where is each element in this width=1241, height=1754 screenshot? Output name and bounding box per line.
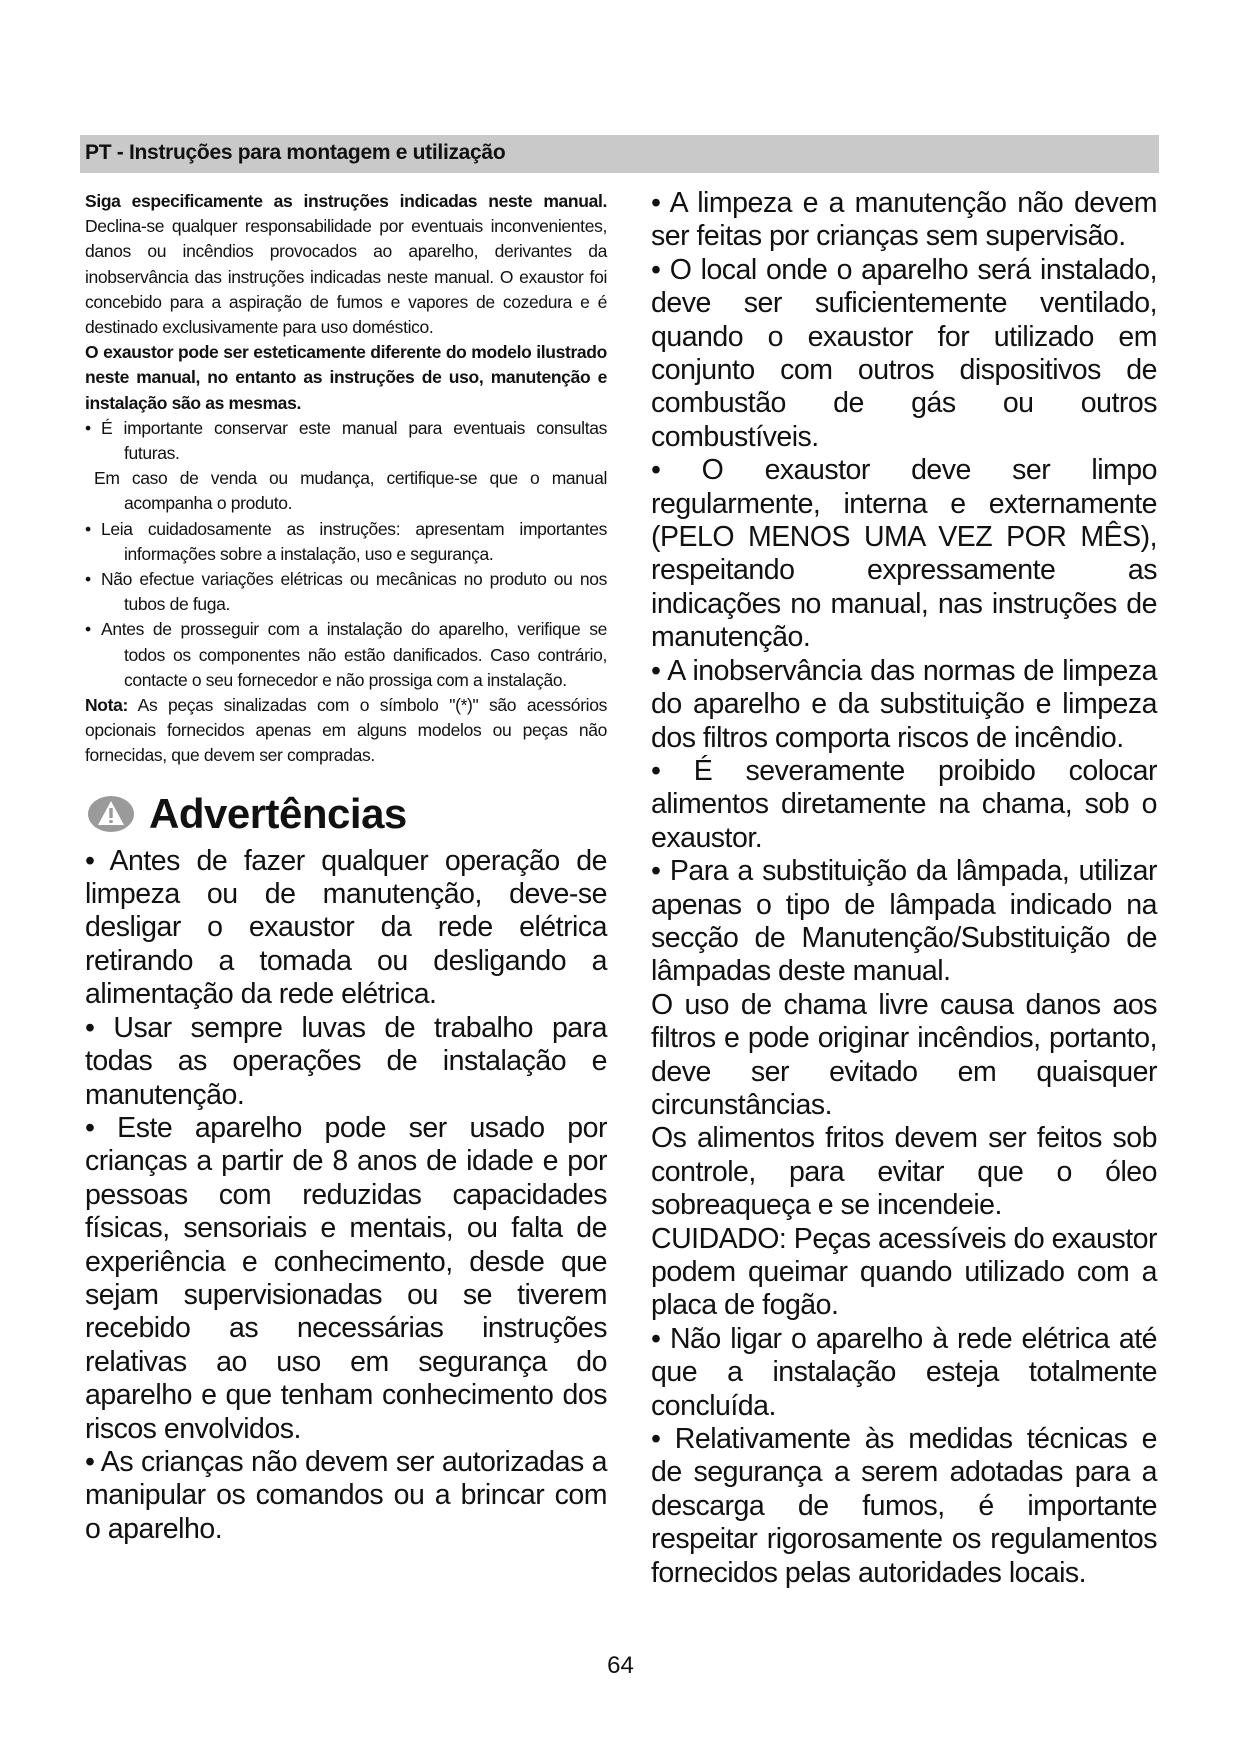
- warning-left-3: • Este aparelho pode ser usado por crianças a partir de 8 anos de idade e por pessoas com reduzidas capacidades físicas, sensoriais e mentais, ou falta de experiência e conhecimento, desde que sejam supervisionadas ou se tiverem recebido as necessárias instruções relativas ao uso em segurança do aparelho e que tenham conhecimento dos riscos envolvidos.: [85, 1111, 607, 1445]
- warning-icon: [87, 795, 135, 833]
- intro-bullet-text: É importante conservar este manual para eventuais consultas futuras.: [101, 417, 607, 464]
- warning-right-10: • Não ligar o aparelho à rede elétrica até que a instalação esteja totalmente concluída.: [651, 1322, 1157, 1422]
- intro-bullet-1: [85, 416, 607, 466]
- warning-left-4: • As crianças não devem ser autorizadas a manipular os comandos ou a brincar com o aparelho.: [85, 1445, 607, 1545]
- nota-text: As peças sinalizadas com o símbolo "(*)" são acessórios opcionais fornecidos apenas em alguns modelos ou peças não fornecidas, que devem ser compradas.: [85, 695, 607, 766]
- intro-text: [85, 189, 607, 769]
- warning-left-2: • Usar sempre luvas de trabalho para todas as operações de instalação e manutenção.: [85, 1011, 607, 1111]
- right-column: [651, 187, 1157, 1590]
- bullet-glyph: •: [85, 417, 91, 438]
- nota-paragraph: [85, 693, 607, 769]
- intro-bullet-3: [85, 517, 607, 567]
- intro-rest-1: Declina-se qualquer responsabilidade por eventuais inconvenientes, danos ou incêndios provocados ao aparelho, derivantes da inobservância das instruções indicadas neste manual. O exaustor foi concebido para a aspiração de fumos e vapores de cozedura e é destinado exclusivamente para uso doméstico.: [85, 216, 607, 338]
- warning-right-11: • Relativamente às medidas técnicas e de segurança a serem adotadas para a descarga de fumos, é importante respeitar rigorosamente os regulamentos fornecidos pelas autoridades locais.: [651, 1423, 1157, 1589]
- bullet-glyph: •: [85, 619, 91, 640]
- nota-label: Nota:: [85, 695, 128, 716]
- warnings-left-text: [85, 845, 607, 1547]
- warning-left-1: • Antes de fazer qualquer operação de limpeza ou de manutenção, deve-se desligar o exaustor da rede elétrica retirando a tomada ou desligando a alimentação da rede elétrica.: [85, 844, 607, 1011]
- intro-paragraph-2: O exaustor pode ser esteticamente diferente do modelo ilustrado neste manual, no entanto as instruções de uso, manutenção e instalação são as mesmas.: [85, 342, 607, 413]
- bullet-glyph: •: [85, 569, 91, 590]
- warning-right-9: CUIDADO: Peças acessíveis do exaustor podem queimar quando utilizado com a placa de fogão.: [651, 1222, 1157, 1322]
- intro-bullet-5: [85, 617, 607, 693]
- warning-right-1: • A limpeza e a manutenção não devem ser feitas por crianças sem supervisão.: [651, 187, 1157, 253]
- intro-bullet-text: Não efectue variações elétricas ou mecânicas no produto ou nos tubos de fuga.: [101, 569, 607, 615]
- intro-bullet-text: Leia cuidadosamente as instruções: apresentam importantes informações sobre a instalação, uso e segurança.: [101, 518, 607, 564]
- intro-bullet-2: [85, 466, 607, 516]
- intro-bullet-4: [85, 567, 607, 617]
- warning-right-2: • O local onde o aparelho será instalado, deve ser suficientemente ventilado, quando o exaustor for utilizado em conjunto com outros dispositivos de combustão de gás ou outros combustíveis.: [651, 253, 1157, 453]
- warnings-heading: [85, 789, 607, 839]
- page-number: 64: [607, 1652, 634, 1679]
- warning-right-4: • A inobservância das normas de limpeza do aparelho e da substituição e limpeza dos filtros comporta riscos de incêndio.: [651, 654, 1157, 754]
- intro-bullet-text: Antes de prosseguir com a instalação do aparelho, verifique se todos os componentes não estão danificados. Caso contrário, contacte o seu fornecedor e não prossiga com a instalação.: [101, 619, 607, 690]
- warnings-title: Advertências: [149, 789, 407, 837]
- bullet-glyph: •: [85, 518, 91, 539]
- warning-right-7: O uso de chama livre causa danos aos filtros e pode originar incêndios, portanto, deve ser evitado em quaisquer circunstâncias.: [651, 988, 1157, 1121]
- section-header: [80, 135, 1159, 173]
- intro-paragraph-1: [85, 189, 607, 340]
- warning-right-5: • É severamente proibido colocar alimentos diretamente na chama, sob o exaustor.: [651, 754, 1157, 854]
- intro-bullet-text: Em caso de venda ou mudança, certifique-se que o manual acompanha o produto.: [94, 468, 607, 514]
- warning-right-8: Os alimentos fritos devem ser feitos sob controle, para evitar que o óleo sobreaqueça e se incendeie.: [651, 1122, 1157, 1222]
- warning-right-6: • Para a substituição da lâmpada, utilizar apenas o tipo de lâmpada indicado na secção de Manutenção/Substituição de lâmpadas deste manual.: [651, 855, 1157, 988]
- section-title: PT - Instruções para montagem e utilização: [85, 141, 506, 164]
- left-column: [85, 189, 607, 1546]
- intro-bold-1: Siga especificamente as instruções indicadas neste manual.: [85, 191, 607, 211]
- warning-right-3: • O exaustor deve ser limpo regularmente, interna e externamente (PELO MENOS UMA VEZ POR MÊS), respeitando expressamente as indicações no manual, nas instruções de manutenção.: [651, 454, 1157, 654]
